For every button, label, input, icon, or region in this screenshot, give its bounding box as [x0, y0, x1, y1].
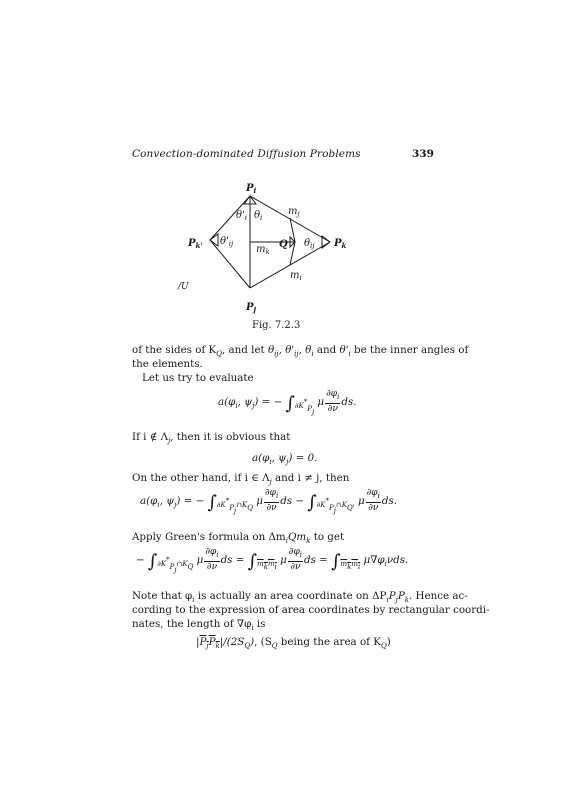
label-q: Q: [279, 239, 288, 250]
equation-green: − $\int_{\partial K*Pj\cap KQ}$ μ $\frac{\partial\varphi_i}{\partial\nu}$ ds = $\int_{mkmi}$ μ $\frac{\partial\varphi_i}{\partial\nu}$ ds = $\int_{mkmi}$ $\mu\nabla\varphi_i\nu ds$.: [136, 547, 409, 574]
label-pk: $P_k$: [334, 238, 347, 250]
running-header-title: Convection-dominated Diffusion Problems: [132, 148, 361, 160]
label-theta-i: $\theta_i$: [254, 210, 263, 222]
label-theta-ip: $\theta'_i$: [236, 210, 248, 222]
paragraph-green: Apply Green's formula on $\Delta m_iQm_k$ to get: [132, 531, 345, 545]
label-pj: $P_j$: [246, 302, 257, 314]
paragraph-sides-cont: the elements.: [132, 358, 203, 370]
label-mj: $m_j$: [288, 206, 300, 218]
figure-diagram: [180, 180, 380, 315]
label-mk: $m_k$: [256, 244, 270, 256]
page-number: 339: [412, 148, 434, 160]
label-pi: $P_i$: [246, 183, 257, 195]
equation-bilinear: $a(\varphi_i$, $\psi_j$) = − $\int_{\partial K*Pj}$ μ $\frac{\partial\varphi_i}{\partial\nu}$ ds.: [218, 389, 357, 416]
paragraph-note-3: nates, the length of $\nabla\varphi_i$ is: [132, 618, 266, 632]
figure-side-mark: /U: [178, 282, 189, 292]
label-theta-ijp: $\theta'_{ij}$: [220, 236, 234, 248]
label-pkp: $P_{k'}$: [188, 238, 203, 250]
equation-split: $a(\varphi_i$, $\psi_j$) = − $\int_{\partial K*Pj\cap KQ}$ μ $\frac{\partial\varphi_i}{\partial\nu}$ ds − $\int_{\partial K*Pj\cap KQ'}$ μ $\frac{\partial\varphi_i}{\partial\nu}$ ds.: [140, 488, 398, 515]
equation-zero: $a(\varphi_i$, $\psi_j) = 0$.: [252, 452, 318, 466]
paragraph-note-2: cording to the expression of area coordinates by rectangular coordi-: [132, 604, 490, 616]
figure-caption: Fig. 7.2.3: [252, 320, 301, 331]
equation-length: $|P_jP_k|/(2S_Q)$, ($S_Q$ being the area of $K_Q$): [196, 636, 391, 650]
paragraph-note-1: Note that $\varphi_i$ is actually an area coordinate on $\Delta P_iP_jP_k$. Hence ac-: [132, 590, 468, 604]
paragraph-evaluate: Let us try to evaluate: [142, 372, 254, 384]
label-theta-ij: $\theta_{ij}$: [304, 238, 315, 250]
label-mi: $m_i$: [290, 270, 302, 282]
paragraph-sides: of the sides of $K_Q$, and let $\theta_{ij}$, $\theta'_{ij}$, $\theta_i$ and $\theta'_i$ be the inner angles of: [132, 344, 469, 358]
paragraph-in: On the other hand, if i ∈ $\Lambda_j$ and i ≠ j, then: [132, 472, 350, 486]
paragraph-not-in: If i ∉ $\Lambda_j$, then it is obvious that: [132, 431, 291, 445]
segment-q-mi: [290, 242, 295, 265]
